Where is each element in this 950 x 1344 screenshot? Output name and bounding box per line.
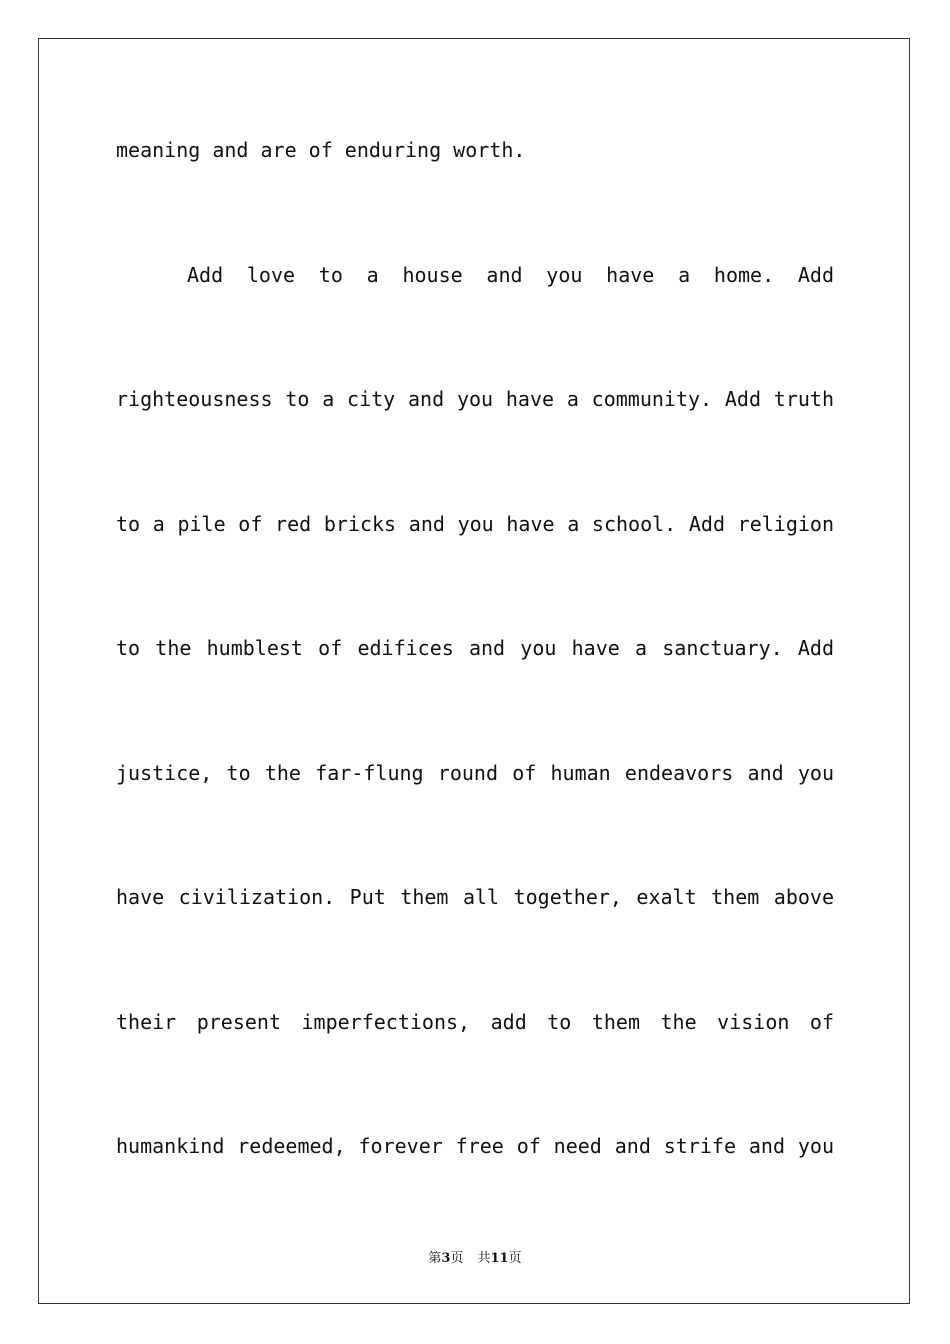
text-line: their present imperfections, add to them the vision of bbox=[116, 1010, 834, 1034]
page-suffix: 页 bbox=[450, 1251, 464, 1266]
page-footer bbox=[0, 1247, 950, 1266]
total-prefix: 共 bbox=[477, 1251, 491, 1266]
paragraph-first-line: Add love to a house and you have a home. Add bbox=[187, 263, 834, 287]
text-line: humankind redeemed, forever free of need and strife and you bbox=[116, 1134, 834, 1158]
text-line: have civilization. Put them all together, exalt them above bbox=[116, 885, 834, 909]
text-line: to a pile of red bricks and you have a school. Add religion bbox=[116, 512, 834, 536]
total-suffix: 页 bbox=[508, 1251, 522, 1266]
page-prefix: 第 bbox=[428, 1251, 442, 1266]
page-border bbox=[38, 38, 910, 1304]
text-line: to the humblest of edifices and you have a sanctuary. Add bbox=[116, 636, 834, 660]
text-line: justice, to the far-flung round of human endeavors and you bbox=[116, 761, 834, 785]
text-line: righteousness to a city and you have a community. Add truth bbox=[116, 387, 834, 411]
current-page-number: 3 bbox=[441, 1251, 451, 1266]
text-line: meaning and are of enduring worth. bbox=[116, 138, 526, 162]
total-pages-number: 11 bbox=[490, 1251, 509, 1266]
